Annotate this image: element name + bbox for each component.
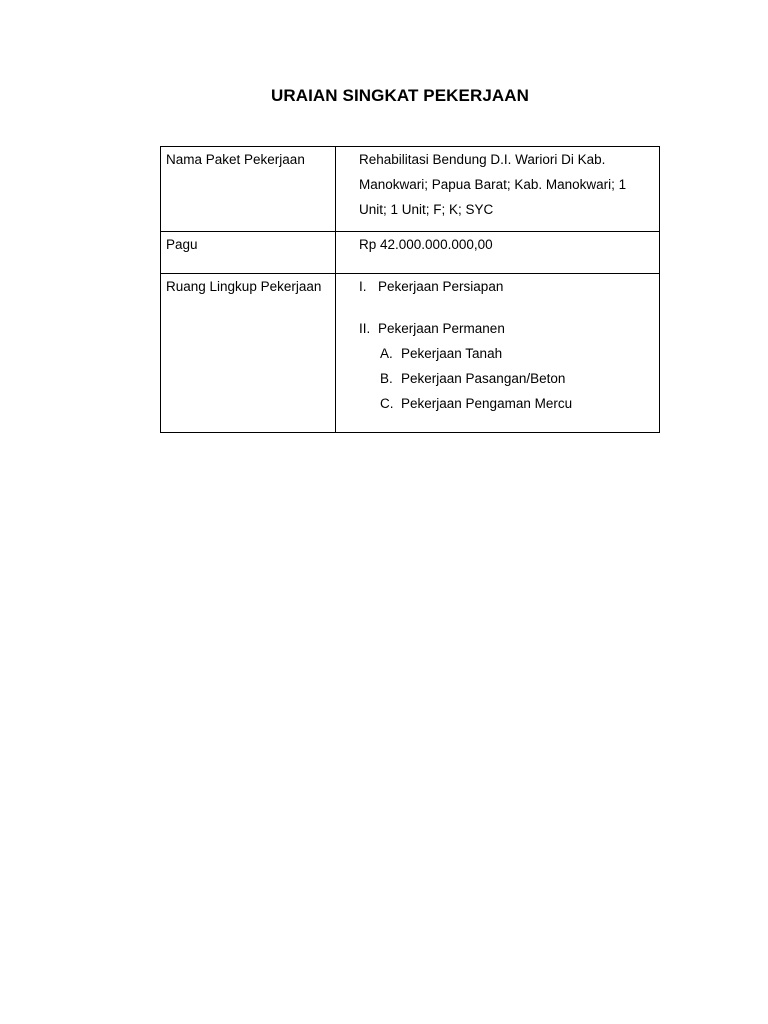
scope-list: [359, 274, 645, 416]
sub-item-marker: C.: [380, 396, 394, 411]
work-summary-table: [160, 146, 660, 433]
scope-label: Ruang Lingkup Pekerjaan: [161, 274, 336, 433]
sub-item-crest-protection: [380, 391, 645, 416]
sub-item-earthwork: [380, 341, 645, 366]
sub-item-masonry-concrete: [380, 366, 645, 391]
scope-marker: I.: [359, 279, 367, 294]
package-name-label: Nama Paket Pekerjaan: [161, 147, 336, 232]
budget-value: Rp 42.000.000.000,00: [336, 232, 660, 274]
table-row-scope: [161, 274, 660, 433]
scope-item-text: Pekerjaan Permanen: [378, 321, 505, 336]
sub-item-text: Pekerjaan Pasangan/Beton: [401, 371, 566, 386]
sub-item-text: Pekerjaan Pengaman Mercu: [401, 396, 573, 411]
table-row-budget: [161, 232, 660, 274]
page-title: URAIAN SINGKAT PEKERJAAN: [270, 86, 530, 105]
sub-item-marker: B.: [380, 371, 393, 386]
scope-item-text: Pekerjaan Persiapan: [378, 279, 504, 294]
sub-item-marker: A.: [380, 346, 393, 361]
sub-item-text: Pekerjaan Tanah: [401, 346, 503, 361]
table-row-package-name: [161, 147, 660, 232]
package-name-value: Rehabilitasi Bendung D.I. Wariori Di Kab. Manokwari; Papua Barat; Kab. Manokwari; 1 Unit; 1 Unit; F; K; SYC: [336, 147, 660, 232]
scope-sub-list: [359, 341, 645, 416]
scope-item-permanent: [359, 316, 645, 416]
scope-marker: II.: [359, 321, 371, 336]
budget-label: Pagu: [161, 232, 336, 274]
scope-item-preparation: [359, 274, 645, 299]
scope-value: [336, 274, 660, 433]
